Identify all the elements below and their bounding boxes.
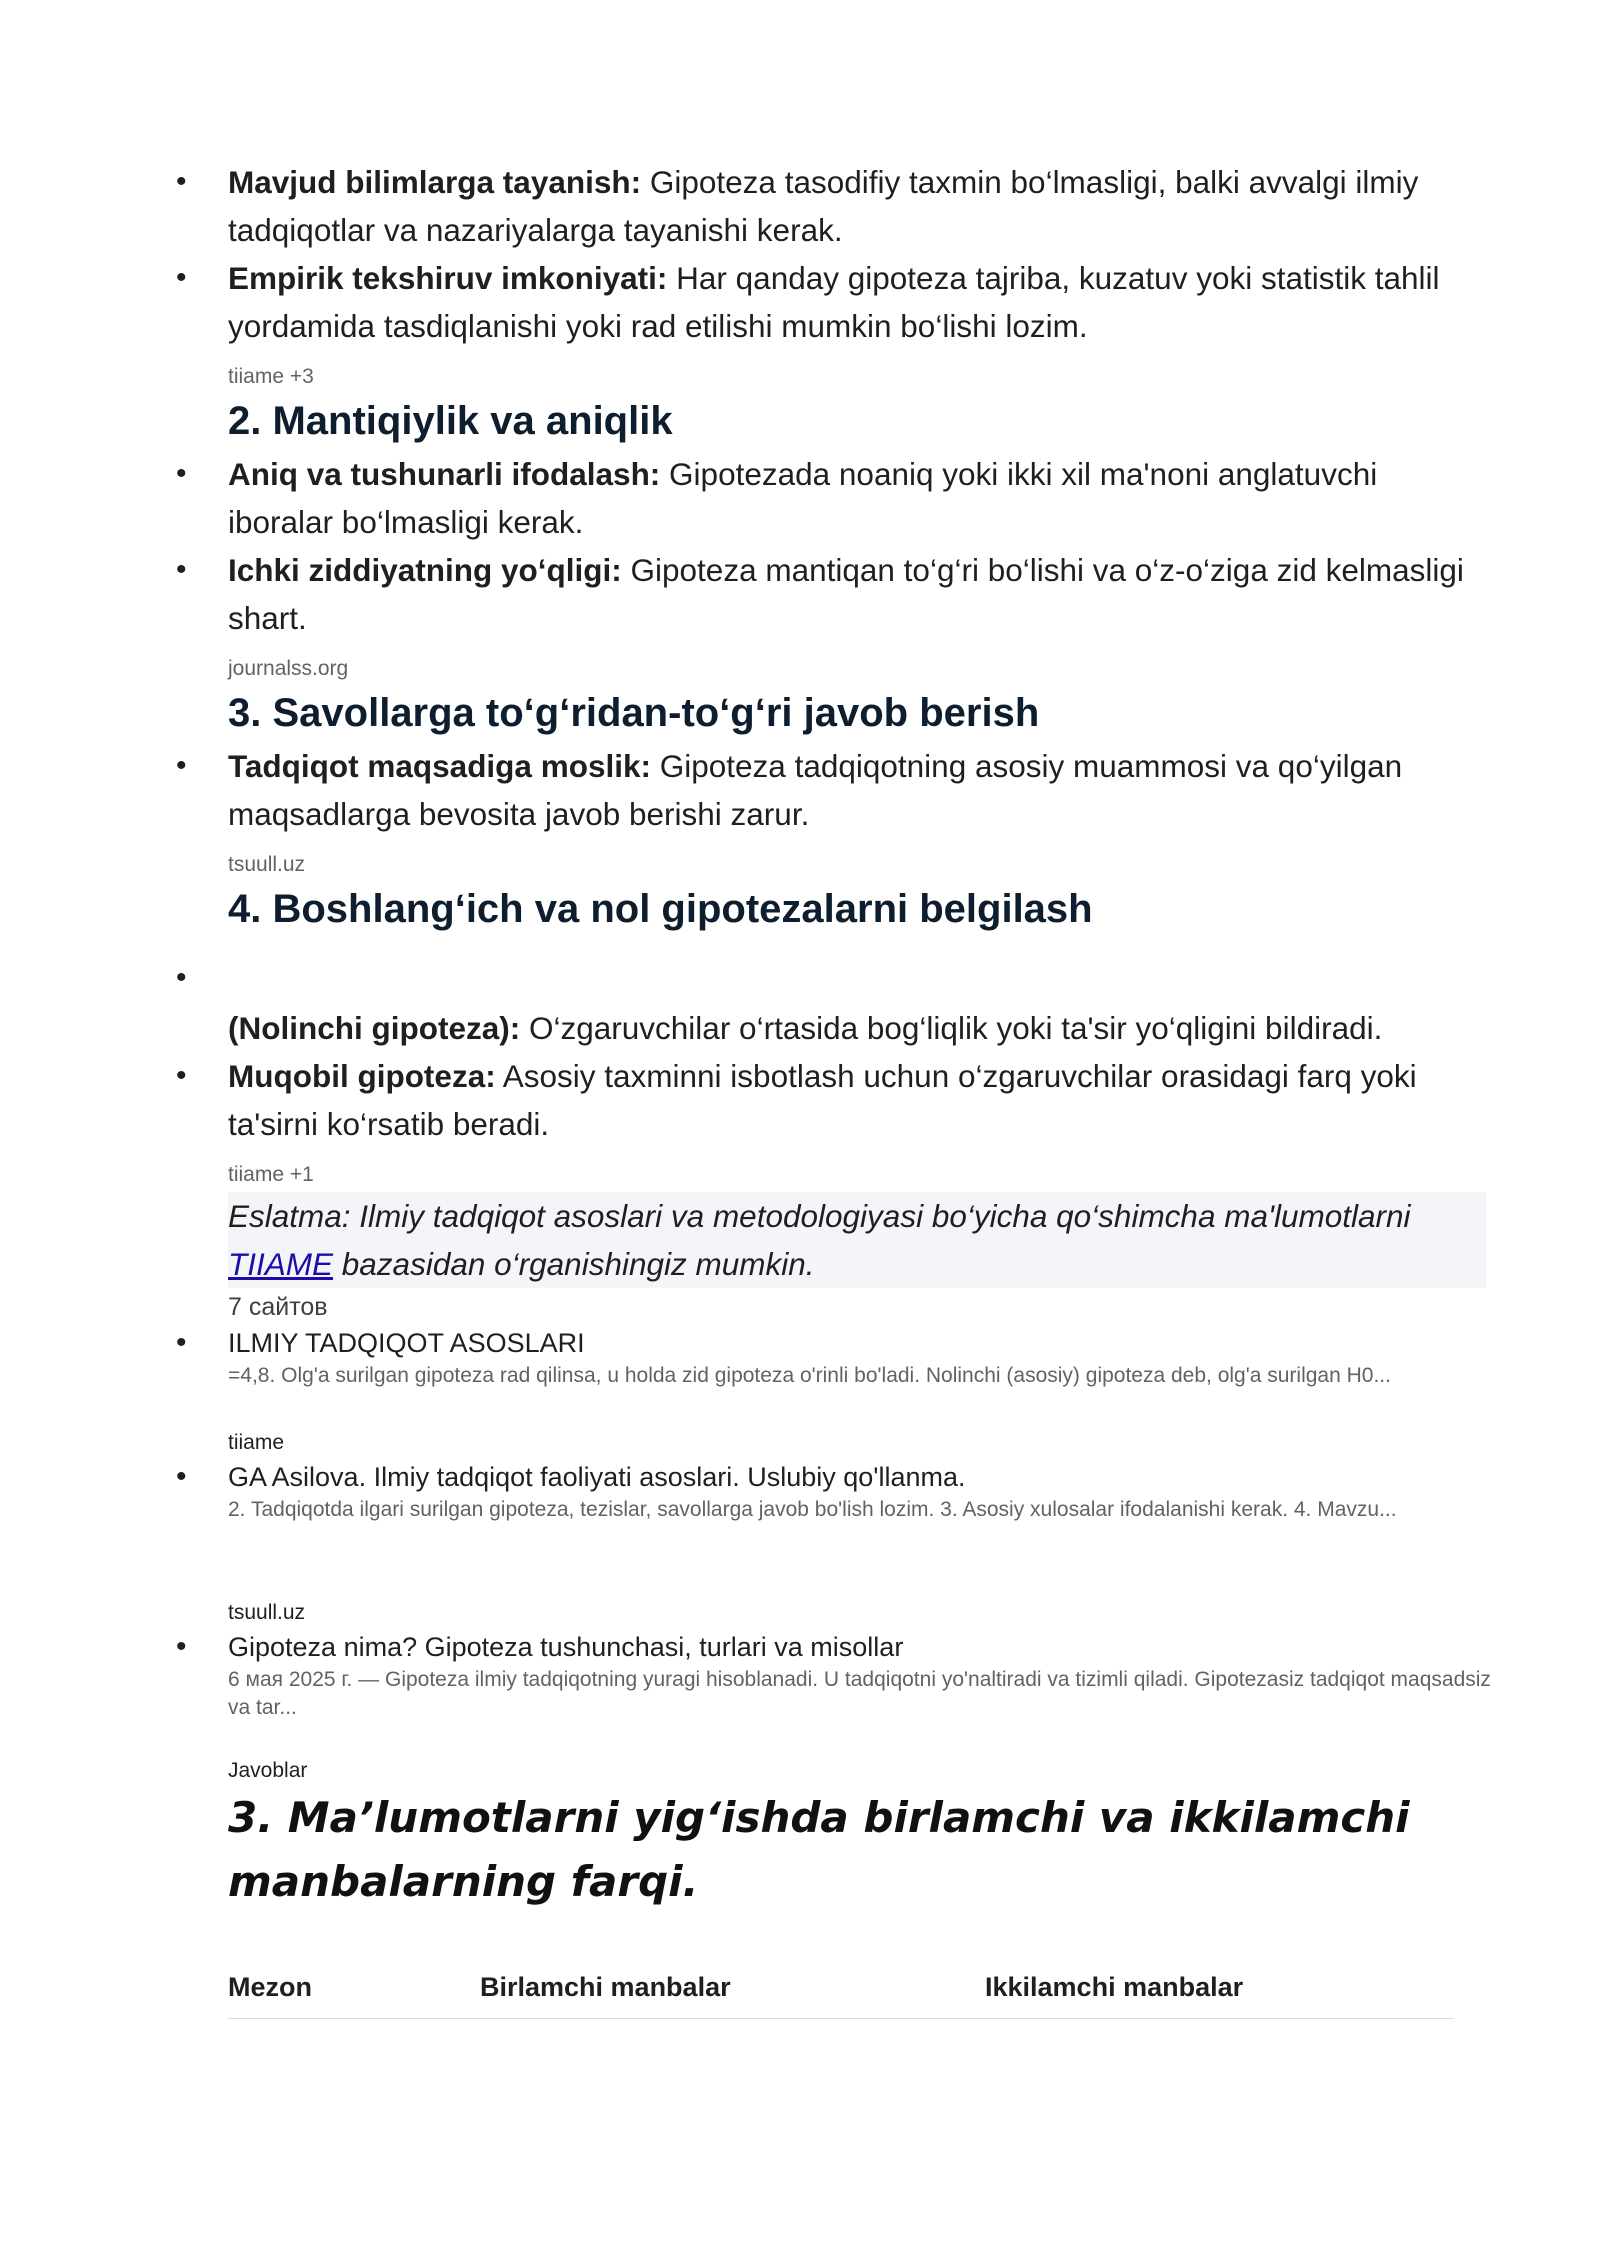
search-results <box>228 1324 1488 1390</box>
criteria-list <box>228 954 1488 1148</box>
criteria-list <box>228 450 1488 642</box>
result-source: tiiame <box>228 1431 285 1454</box>
table-header <box>228 1958 1454 2019</box>
source-label[interactable]: tiiame +1 <box>228 1163 314 1186</box>
criteria-list <box>228 158 1488 350</box>
criteria-list <box>228 742 1488 838</box>
search-result[interactable] <box>228 1324 1488 1390</box>
document-content <box>228 158 1491 2019</box>
list-item: • Aniq va tushunarli ifodalash: Gipotezada noaniq yoki ikki xil ma'noni anglatuvchi iboralar bo‘lmasligi kerak. <box>228 450 1488 546</box>
tiiame-link[interactable]: TIIAME <box>228 1246 334 1282</box>
answers-label: Javoblar <box>228 1759 308 1782</box>
note-box: Eslatma: Ilmiy tadqiqot asoslari va metodologiyasi bo‘yicha qo‘shimcha ma'lumotlarni TIIAME bazasidan o‘rganishingiz mumkin. <box>228 1192 1486 1288</box>
result-title[interactable]: • ILMIY TADQIQOT ASOSLARI <box>228 1328 585 1358</box>
search-result[interactable] <box>228 1628 1491 1722</box>
section-heading: 4. Boshlang‘ich va nol gipotezalarni belgilash <box>228 887 1093 931</box>
list-item-empty <box>228 954 1488 1002</box>
result-source: tsuull.uz <box>228 1601 306 1624</box>
list-item: • Empirik tekshiruv imkoniyati: Har qanday gipoteza tajriba, kuzatuv yoki statistik tahlil yordamida tasdiqlanishi yoki rad etilishi mumkin bo‘lishi lozim. <box>228 254 1488 350</box>
result-snippet: 6 мая 2025 г. — Gipoteza ilmiy tadqiqotning yuragi hisoblanadi. U tadqiqotni yo'naltiradi va tizimli qiladi. Gipotezasiz tadqiqot maqsadsiz va tar... <box>228 1668 1491 1719</box>
list-item: • Muqobil gipoteza: Asosiy taxminni isbotlash uchun o‘zgaruvchilar orasidagi farq yoki ta'sirni ko‘rsatib beradi. <box>228 1052 1488 1148</box>
list-item: • Tadqiqot maqsadiga moslik: Gipoteza tadqiqotning asosiy muammosi va qo‘yilgan maqsadlarga bevosita javob berishi zarur. <box>228 742 1488 838</box>
table-header-cell: Birlamchi manbalar <box>480 1972 731 2002</box>
source-label[interactable]: tsuull.uz <box>228 853 306 876</box>
list-item: (Nolinchi gipoteza): O‘zgaruvchilar o‘rtasida bog‘liqlik yoki ta'sir yo‘qligini bildiradi. <box>228 1010 1383 1046</box>
search-results <box>228 1628 1491 1722</box>
section-heading: 3. Savollarga to‘g‘ridan-to‘g‘ri javob berish <box>228 691 1040 735</box>
section-heading: 2. Mantiqiylik va aniqlik <box>228 399 673 443</box>
list-item: • Ichki ziddiyatning yo‘qligi: Gipoteza mantiqan to‘g‘ri bo‘lishi va o‘z-o‘ziga zid kelmasligi shart. <box>228 546 1488 642</box>
search-results <box>228 1458 1488 1524</box>
table-header-cell: Mezon <box>228 1972 312 2002</box>
source-label[interactable]: journalss.org <box>228 657 349 680</box>
table-header-cell: Ikkilamchi manbalar <box>985 1972 1244 2002</box>
result-title[interactable]: • Gipoteza nima? Gipoteza tushunchasi, turlari va misollar <box>228 1632 904 1662</box>
result-snippet: 2. Tadqiqotda ilgari surilgan gipoteza, tezislar, savollarga javob bo'lish lozim. 3. Asosiy xulosalar ifodalanishi kerak. 4. Mavzu... <box>228 1498 1397 1521</box>
result-snippet: =4,8. Olg'a surilgan gipoteza rad qilinsa, u holda zid gipoteza o'rinli bo'ladi. Nolinchi (asosiy) gipoteza deb, olg'a surilgan H0... <box>228 1364 1391 1387</box>
result-title[interactable]: • GA Asilova. Ilmiy tadqiqot faoliyati asoslari. Uslubiy qo'llanma. <box>228 1462 966 1492</box>
list-item: • Mavjud bilimlarga tayanish: Gipoteza tasodifiy taxmin bo‘lmasligi, balki avvalgi ilmiy tadqiqotlar va nazariyalarga tayanishi kerak. <box>228 158 1488 254</box>
page-title: 3. Ma’lumotlarni yig‘ishda birlamchi va ikkilamchi manbalarning farqi. <box>228 1793 1410 1906</box>
source-label[interactable]: tiiame +3 <box>228 365 314 388</box>
search-result[interactable] <box>228 1458 1488 1524</box>
sites-count[interactable]: 7 сайтов <box>228 1293 328 1321</box>
